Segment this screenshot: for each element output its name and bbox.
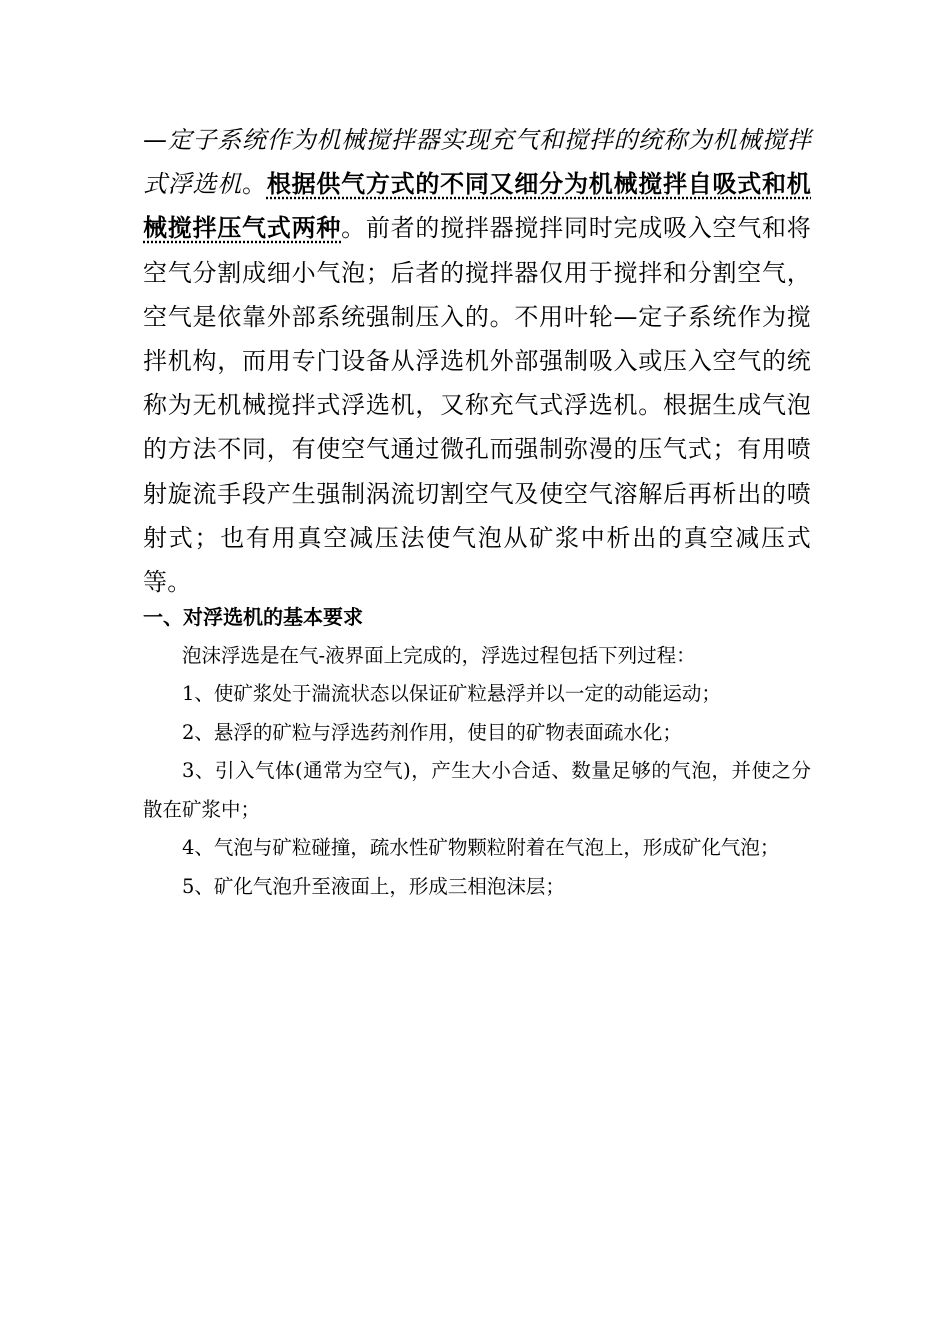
intro-body-text: 。前者的搅拌器搅拌同时完成吸入空气和将空气分割成细小气泡；后者的搅拌器仅用于搅拌和分割空气，空气是依靠外部系统强制压入的。不用叶轮—定子系统作为搅拌机构，而用专门设备从浮选机外部强制吸入或压入空气的统称为无机械搅拌式浮选机，又称充气式浮选机。根据生成气泡的方法不同，有使空气通过微孔而强制弥漫的压气式；有用喷射旋流手段产生强制涡流切割空气及使空气溶解后再析出的喷射式；也有用真空减压法使气泡从矿浆中析出的真空减压式等。: [143, 214, 811, 597]
list-item: 3、引入气体(通常为空气)，产生大小合适、数量足够的气泡，并使之分散在矿浆中；: [143, 759, 811, 821]
section-lead-paragraph: 泡沫浮选是在气-液界面上完成的，浮选过程包括下列过程：: [182, 643, 696, 667]
section-heading: 一、对浮选机的基本要求: [143, 605, 363, 629]
intro-bold-underlined-text: 根据供气方式的不同又细分为机械搅拌自吸式和机械搅拌压气式两种: [143, 170, 811, 243]
list-item: 4、气泡与矿粒碰撞，疏水性矿物颗粒附着在气泡上，形成矿化气泡；: [182, 836, 780, 859]
intro-italic-period: 。: [242, 170, 267, 199]
requirements-section: [143, 598, 811, 906]
intro-paragraph: [143, 118, 811, 604]
list-item: 5、矿化气泡升至液面上，形成三相泡沫层；: [182, 874, 565, 898]
list-item: 2、悬浮的矿粒与浮选药剂作用，使目的矿物表面疏水化；: [182, 720, 682, 744]
list-item: 1、使矿浆处于湍流状态以保证矿粒悬浮并以一定的动能运动；: [182, 682, 721, 705]
intro-italic-text: —定子系统作为机械搅拌器实现充气和搅拌的统称为机械搅拌式浮选机: [143, 126, 811, 199]
